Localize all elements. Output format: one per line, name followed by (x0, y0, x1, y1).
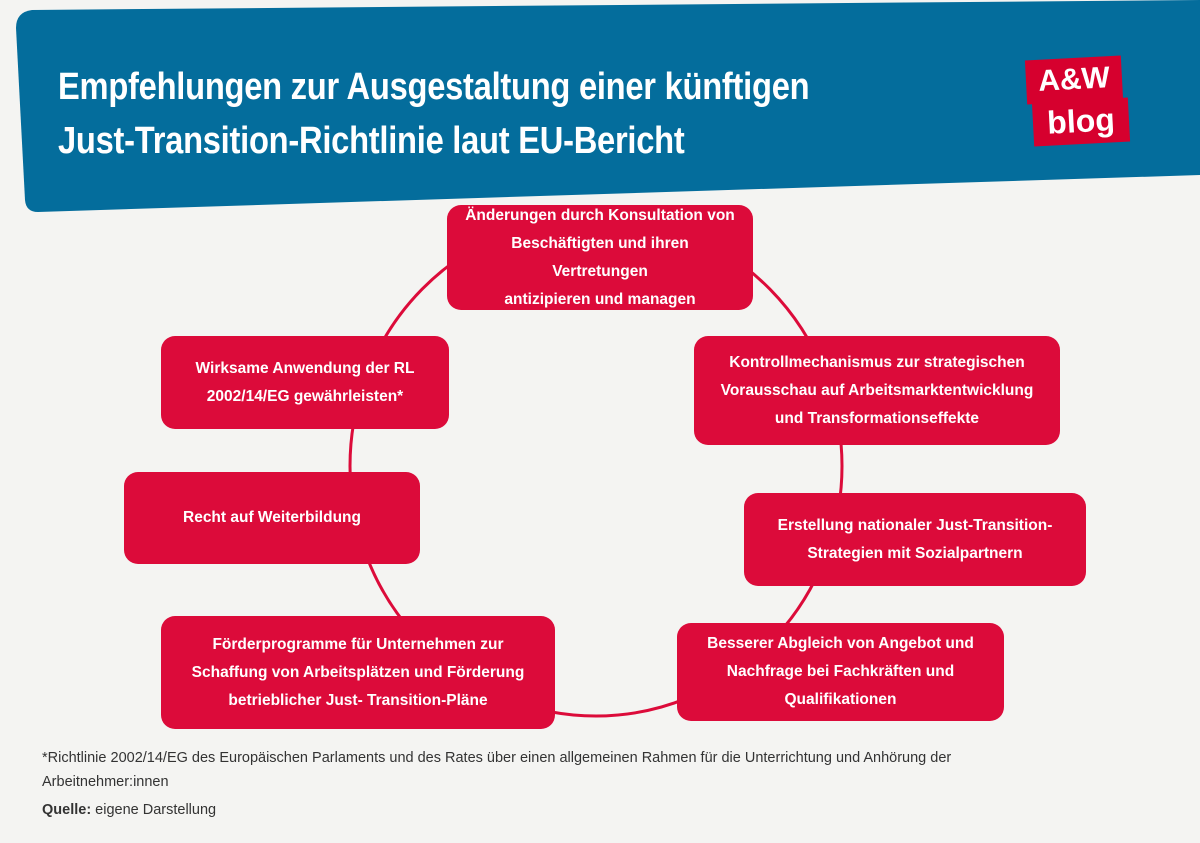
node-foerderprogramme: Förderprogramme für Unternehmen zur Schaffung von Arbeitsplätzen und Förderung betrieblicher Just- Transition-Pläne (161, 616, 555, 729)
page-title-line-2: Just-Transition-Richtlinie laut EU-Bericht (58, 120, 685, 162)
source-text: eigene Darstellung (91, 802, 217, 818)
source-line (42, 798, 216, 822)
node-nationale-strategien: Erstellung nationaler Just-Transition- Strategien mit Sozialpartnern (744, 493, 1086, 586)
page-title-line-1: Empfehlungen zur Ausgestaltung einer künftigen (58, 66, 810, 108)
logo-aw: A&W (1025, 56, 1123, 105)
node-weiterbildung: Recht auf Weiterbildung (124, 472, 420, 564)
source-label: Quelle: (42, 802, 92, 818)
node-rl-anwendung: Wirksame Anwendung der RL 2002/14/EG gewährleisten* (161, 336, 449, 429)
logo-blog: blog (1032, 98, 1130, 147)
node-fachkraefte-abgleich: Besserer Abgleich von Angebot und Nachfrage bei Fachkräften und Qualifikationen (677, 623, 1004, 721)
footnote: *Richtlinie 2002/14/EG des Europäischen Parlaments und des Rates über einen allgemeinen Rahmen für die Unterrichtung und Anhörung der Arbeitnehmer:innen (42, 750, 952, 790)
node-kontrollmechanismus: Kontrollmechanismus zur strategischen Vorausschau auf Arbeitsmarktentwicklung und Transformationseffekte (694, 336, 1060, 445)
node-konsultation: Änderungen durch Konsultation von Beschäftigten und ihren Vertretungen antizipieren und managen (447, 205, 753, 310)
